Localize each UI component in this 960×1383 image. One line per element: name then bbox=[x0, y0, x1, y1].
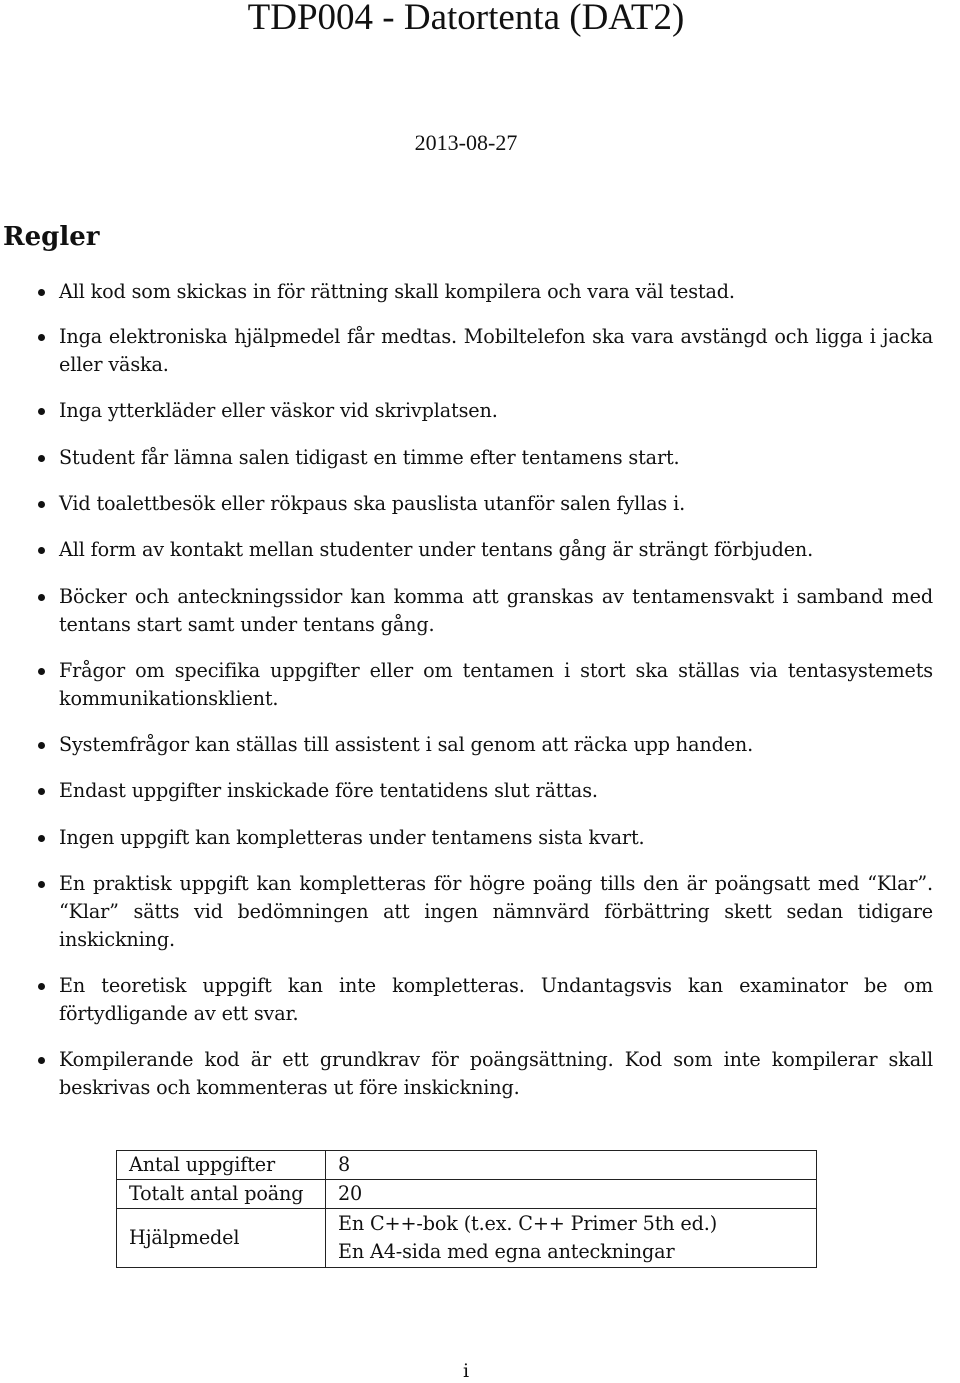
rule-text: Inga ytterkläder eller väskor vid skrivplatsen. bbox=[59, 399, 498, 422]
page-number: i bbox=[462, 1360, 470, 1382]
rule-text: Böcker och anteckningssidor kan komma att granskas av tentamensvakt i samband med tentans start samt under tentans gång. bbox=[59, 585, 933, 636]
rule-text: Endast uppgifter inskickade före tentatidens slut rättas. bbox=[59, 779, 598, 802]
rule-item bbox=[59, 536, 933, 564]
table-row bbox=[117, 1151, 817, 1180]
document-title: TDP004 - Datortenta (DAT2) bbox=[247, 0, 685, 38]
table-value-cell: 8 bbox=[326, 1151, 817, 1180]
rule-text: Inga elektroniska hjälpmedel får medtas. Mobiltelefon ska vara avstängd och ligga i jacka eller väska. bbox=[59, 325, 933, 376]
rule-text: Ingen uppgift kan kompletteras under tentamens sista kvart. bbox=[59, 826, 645, 849]
rule-text: Vid toalettbesök eller rökpaus ska pauslista utanför salen fyllas i. bbox=[59, 492, 686, 515]
bullet-icon bbox=[38, 835, 45, 842]
rule-item bbox=[59, 278, 933, 306]
bullet-icon bbox=[38, 1057, 45, 1064]
table-value-cell: 20 bbox=[326, 1180, 817, 1209]
bullet-icon bbox=[38, 408, 45, 415]
aid-item: En A4-sida med egna anteckningar bbox=[338, 1240, 675, 1263]
rule-item bbox=[59, 1046, 933, 1102]
rule-text: En teoretisk uppgift kan inte kompletteras. Undantagsvis kan examinator be om förtydligande av ett svar. bbox=[59, 974, 933, 1025]
bullet-icon bbox=[38, 668, 45, 675]
bullet-icon bbox=[38, 547, 45, 554]
bullet-icon bbox=[38, 594, 45, 601]
rule-item bbox=[59, 972, 933, 1028]
rule-text: Frågor om specifika uppgifter eller om tentamen i stort ska ställas via tentasystemets kommunikationsklient. bbox=[59, 659, 933, 710]
bullet-icon bbox=[38, 983, 45, 990]
rule-text: All kod som skickas in för rättning skall kompilera och vara väl testad. bbox=[59, 280, 735, 303]
table-row bbox=[117, 1209, 817, 1268]
bullet-icon bbox=[38, 455, 45, 462]
exam-summary-table bbox=[116, 1150, 817, 1268]
rule-item bbox=[59, 444, 933, 472]
table-value-cell bbox=[326, 1209, 817, 1268]
table-label-cell: Totalt antal poäng bbox=[117, 1180, 326, 1209]
bullet-icon bbox=[38, 788, 45, 795]
bullet-icon bbox=[38, 501, 45, 508]
rule-item bbox=[59, 731, 933, 759]
rule-item bbox=[59, 490, 933, 518]
aid-item: En C++-bok (t.ex. C++ Primer 5th ed.) bbox=[338, 1212, 718, 1235]
rules-heading: Regler bbox=[3, 222, 100, 252]
bullet-icon bbox=[38, 334, 45, 341]
rule-item bbox=[59, 824, 933, 852]
table-label-cell: Hjälpmedel bbox=[117, 1209, 326, 1268]
bullet-icon bbox=[38, 881, 45, 888]
rule-item bbox=[59, 583, 933, 639]
table-label-cell: Antal uppgifter bbox=[117, 1151, 326, 1180]
rule-item bbox=[59, 323, 933, 379]
bullet-icon bbox=[38, 289, 45, 296]
document-date: 2013-08-27 bbox=[414, 130, 518, 155]
rule-item bbox=[59, 657, 933, 713]
table-row bbox=[117, 1180, 817, 1209]
rule-text: Kompilerande kod är ett grundkrav för poängsättning. Kod som inte kompilerar skall beskrivas och kommenteras ut före inskickning. bbox=[59, 1048, 933, 1099]
rule-text: All form av kontakt mellan studenter under tentans gång är strängt förbjuden. bbox=[59, 538, 814, 561]
rule-item bbox=[59, 870, 933, 954]
rule-item bbox=[59, 397, 933, 425]
rule-text: Systemfrågor kan ställas till assistent i sal genom att räcka upp handen. bbox=[59, 733, 754, 756]
bullet-icon bbox=[38, 742, 45, 749]
rule-text: Student får lämna salen tidigast en timme efter tentamens start. bbox=[59, 446, 680, 469]
rule-text: En praktisk uppgift kan kompletteras för högre poäng tills den är poängsatt med “Klar”. “Klar” sätts vid bedömningen att ingen nämnvärd förbättring skett sedan tidigare inskickning. bbox=[59, 872, 933, 951]
rule-item bbox=[59, 777, 933, 805]
